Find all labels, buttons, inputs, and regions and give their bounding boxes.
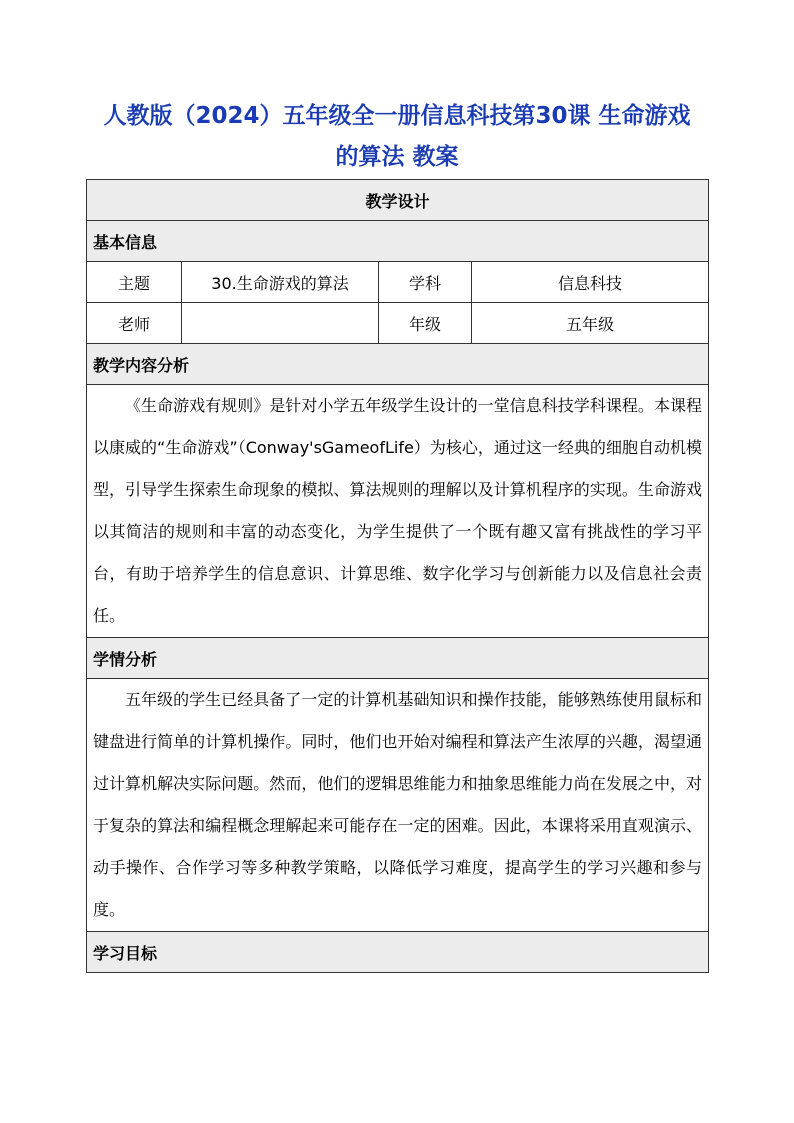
table-row — [87, 262, 709, 303]
value-topic: 30.生命游戏的算法 — [182, 262, 379, 303]
learner-analysis-text: 五年级的学生已经具备了一定的计算机基础知识和操作技能，能够熟练使用鼠标和键盘进行简单的计算机操作。同时，他们也开始对编程和算法产生浓厚的兴趣，渴望通过计算机解决实际问题。然而，他们的逻辑思维能力和抽象思维能力尚在发展之中，对于复杂的算法和编程概念理解起来可能存在一定的困难。因此，本课将采用直观演示、动手操作、合作学习等多种教学策略，以降低学习难度，提高学生的学习兴趣和参与度。 — [87, 679, 709, 932]
table-header: 教学设计 — [87, 180, 709, 221]
lesson-plan-table — [86, 179, 709, 973]
value-grade: 五年级 — [472, 303, 709, 344]
section-basic-info: 基本信息 — [87, 221, 709, 262]
section-learner-analysis: 学情分析 — [87, 638, 709, 679]
label-subject: 学科 — [379, 262, 472, 303]
label-teacher: 老师 — [87, 303, 182, 344]
document-title: 人教版（2024）五年级全一册信息科技第30课 生命游戏的算法 教案 — [103, 103, 691, 170]
section-content-analysis: 教学内容分析 — [87, 344, 709, 385]
label-grade: 年级 — [379, 303, 472, 344]
value-teacher — [182, 303, 379, 344]
table-row — [87, 303, 709, 344]
value-subject: 信息科技 — [472, 262, 709, 303]
section-learning-objectives: 学习目标 — [87, 932, 709, 973]
label-topic: 主题 — [87, 262, 182, 303]
content-analysis-text: 《生命游戏有规则》是针对小学五年级学生设计的一堂信息科技学科课程。本课程以康威的“生命游戏”（Conway'sGameofLife）为核心，通过这一经典的细胞自动机模型，引导学生探索生命现象的模拟、算法规则的理解以及计算机程序的实现。生命游戏以其简洁的规则和丰富的动态变化，为学生提供了一个既有趣又富有挑战性的学习平台，有助于培养学生的信息意识、计算思维、数字化学习与创新能力以及信息社会责任。 — [87, 385, 709, 638]
